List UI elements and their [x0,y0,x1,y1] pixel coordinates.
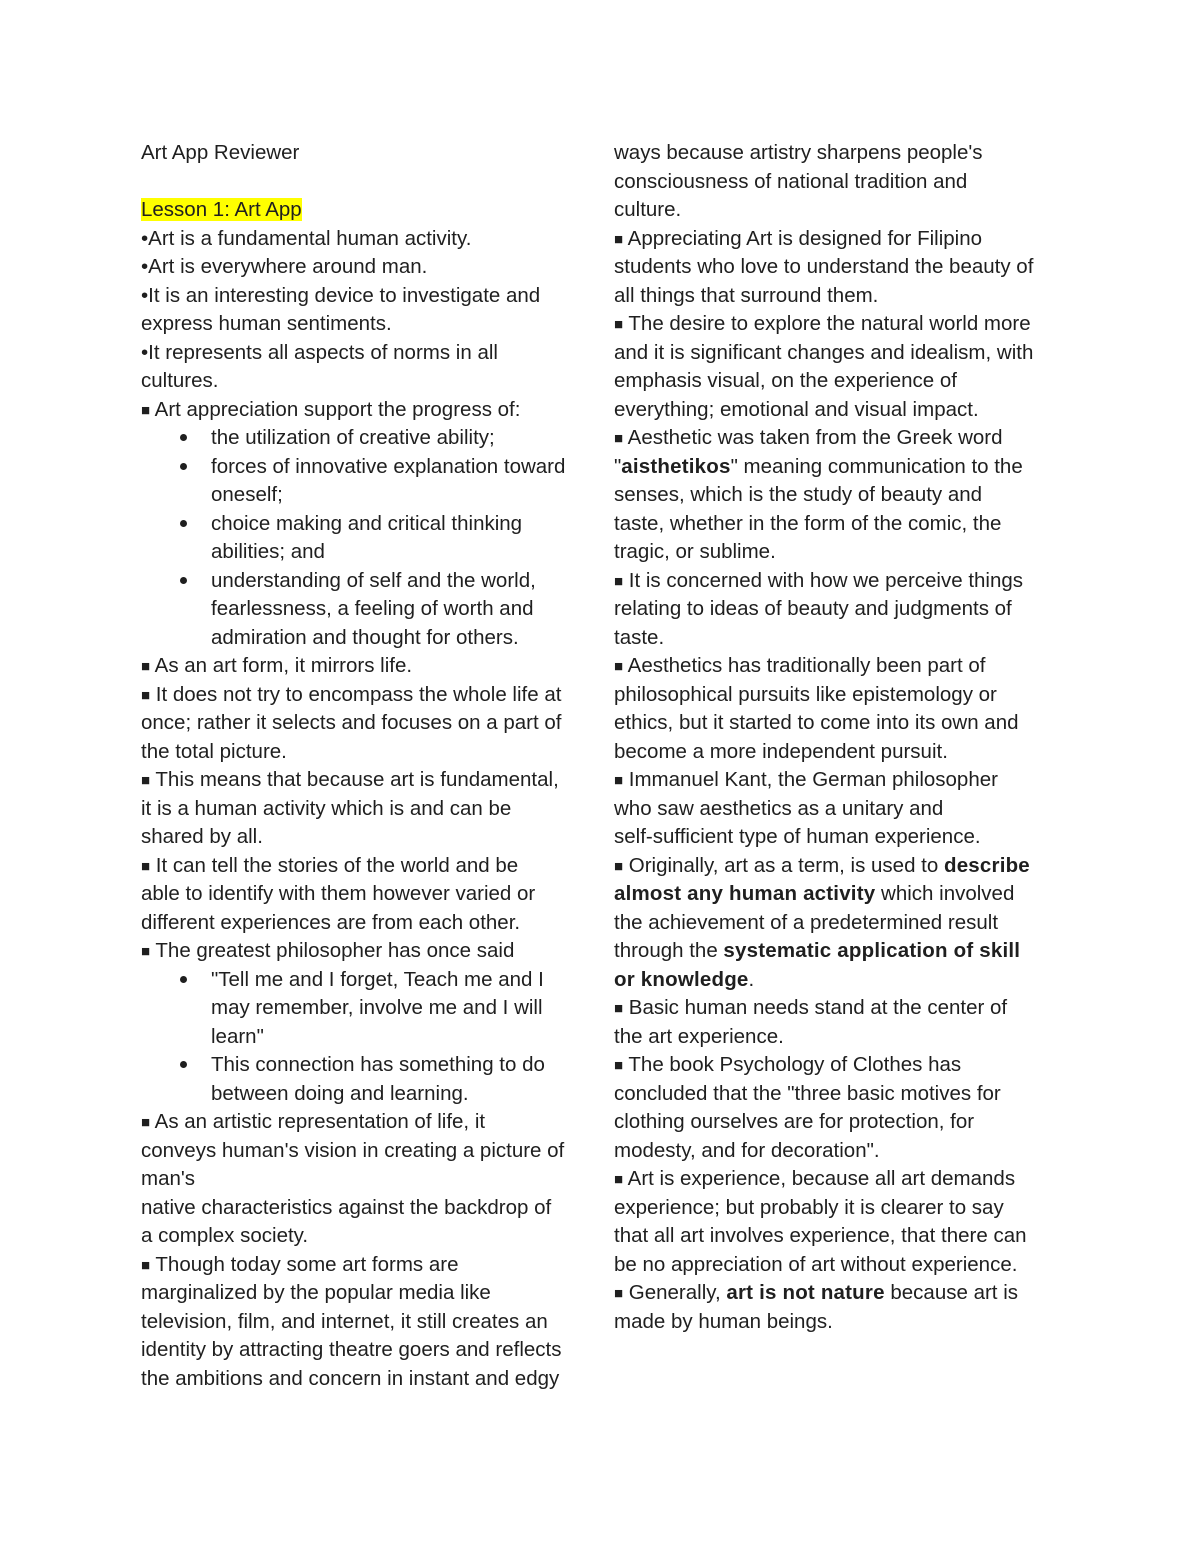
list-item-line: admiration and thought for others. [211,625,519,649]
paragraph-line: the achievement of a predetermined result [614,910,999,934]
bullet-dot-icon [180,520,187,527]
quote-mark: " [614,454,622,478]
bold-term: systematic application of skill [723,939,1021,962]
paragraph-text: . [748,967,755,991]
square-bullet-icon: ■ [141,772,151,789]
progress-intro-text: Art appreciation support the progress of: [154,397,521,421]
paragraph-line: that all art involves experience, that there can [614,1224,1027,1247]
paragraph-line: once; rather it selects and focuses on a part of [141,711,562,734]
paragraph-line: be no appreciation of art without experience. [614,1252,1018,1276]
paragraph-line [614,880,1066,909]
paragraph-line: conveys human's vision in creating a picture of [141,1138,565,1162]
document-title: Art App Reviewer [141,141,300,164]
paragraph-line: made by human beings. [614,1309,833,1333]
paragraph-line [141,852,593,881]
list-item [141,1051,593,1108]
square-bullet-icon: ■ [614,772,624,789]
square-bullet-icon: ■ [141,658,151,675]
paragraph-line [614,453,1066,482]
bullet-dot-icon [180,434,187,441]
paragraph-line: ways because artistry sharpens people's [614,141,983,164]
paragraph-text: " meaning communication to the [730,454,1023,478]
paragraph-line: relating to ideas of beauty and judgments of [614,597,1012,620]
intro-line: cultures. [141,369,219,392]
paragraph-line [614,310,1066,339]
square-bullet-icon: ■ [614,1000,624,1017]
list-item [141,567,593,653]
paragraph-line [141,766,593,795]
lesson-heading [141,196,593,225]
paragraph-line: everything; emotional and visual impact. [614,397,979,421]
list-item [141,966,593,1052]
paragraph-line: the ambitions and concern in instant and edgy [141,1366,560,1390]
intro-line: express human sentiments. [141,312,392,335]
square-bullet-icon: ■ [614,230,624,248]
intro-line: •Art is a fundamental human activity. [141,226,472,250]
paragraph-text: Art is experience, because all art demands [627,1167,1016,1190]
right-column [614,139,1066,1336]
paragraph-line: who saw aesthetics as a unitary and [614,796,944,820]
paragraph-line [614,567,1066,596]
square-bullet-icon: ■ [141,857,151,875]
paragraph-text: The greatest philosopher has once said [155,939,515,962]
paragraph-line [614,994,1066,1023]
paragraph-line: and it is significant changes and idealism, with [614,340,1034,364]
list-item [141,453,593,510]
left-column [141,139,593,1393]
paragraph-line [614,966,1066,995]
list-item-line: between doing and learning. [211,1081,469,1105]
paragraph-line: shared by all. [141,825,263,848]
intro-line: •Art is everywhere around man. [141,255,428,278]
paragraph-text: The book Psychology of Clothes has [628,1053,962,1076]
paragraph-line: philosophical pursuits like epistemology or [614,682,997,706]
bullet-dot-icon [180,976,187,983]
paragraph-line: ethics, but it started to come into its own and [614,711,1019,734]
list-item-line: choice making and critical thinking [211,511,523,535]
square-bullet-icon: ■ [141,943,151,960]
paragraph-line: self-sufficient type of human experience. [614,825,981,848]
paragraph-line: experience; but probably it is clearer to say [614,1195,1004,1219]
bold-term: aisthetikos [621,454,731,478]
paragraph-text: Aesthetics has traditionally been part of [627,654,986,677]
paragraph-text: through the [614,939,724,962]
paragraph-line: different experiences are from each other. [141,910,521,934]
paragraph-line: the art experience. [614,1024,784,1048]
paragraph-text: It is concerned with how we perceive things [628,568,1024,592]
paragraph-text: Aesthetic was taken from the Greek word [627,426,1003,449]
square-bullet-icon: ■ [614,1285,624,1302]
paragraph-line [141,1108,593,1137]
list-item-line: understanding of self and the world, [211,568,536,592]
paragraph-text: Though today some art forms are [155,1252,459,1276]
paragraph-line [614,225,1066,254]
paragraph-line [614,937,1066,966]
paragraph-line [614,1165,1066,1194]
list-item-line: fearlessness, a feeling of worth and [211,597,534,620]
paragraph-line [141,396,593,425]
paragraph-line: clothing ourselves are for protection, for [614,1110,975,1133]
paragraph-line: native characteristics against the backdrop of [141,1195,552,1219]
paragraph-line: it is a human activity which is and can be [141,796,512,820]
square-bullet-icon: ■ [141,686,151,704]
square-bullet-icon: ■ [614,1057,624,1074]
list-item-line: "Tell me and I forget, Teach me and I [211,967,544,991]
paragraph-line: marginalized by the popular media like [141,1281,491,1304]
paragraph-line: able to identify with them however varied or [141,882,536,905]
paragraph-text: As an art form, it mirrors life. [154,654,413,677]
list-item-line: forces of innovative explanation toward [211,454,566,478]
paragraph-line: taste. [614,625,665,649]
square-bullet-icon: ■ [141,1256,151,1274]
paragraph-line [614,652,1066,681]
paragraph-text: As an artistic representation of life, it [154,1110,486,1133]
paragraph-line [614,852,1066,881]
paragraph-text: It does not try to encompass the whole life at [155,682,562,706]
list-item-line: This connection has something to do [211,1053,545,1076]
list-item-line: may remember, involve me and I will [211,996,543,1019]
paragraph-line: concluded that the "three basic motives for [614,1081,1001,1105]
paragraph-line [614,1051,1066,1080]
paragraph-line [141,937,593,966]
square-bullet-icon: ■ [614,857,624,875]
bold-term: almost any human activity [614,882,876,905]
bullet-dot-icon [180,463,187,470]
intro-line: •It represents all aspects of norms in all [141,340,498,364]
paragraph-line: consciousness of national tradition and [614,169,968,193]
paragraph-line: man's [141,1167,196,1190]
bullet-dot-icon [180,577,187,584]
paragraph-line [141,1251,593,1280]
square-bullet-icon: ■ [614,316,624,333]
paragraph-line: television, film, and internet, it still creates an [141,1309,548,1333]
list-item-line: abilities; and [211,540,325,563]
bold-term: art is not nature [726,1281,885,1304]
square-bullet-icon: ■ [141,401,151,419]
paragraph-line: senses, which is the study of beauty and [614,483,983,506]
list-item-line: oneself; [211,483,283,506]
paragraph-line: identity by attracting theatre goers and reflects [141,1338,562,1361]
square-bullet-icon: ■ [614,1171,624,1188]
bold-term: or knowledge [614,967,749,991]
paragraph-text: This means that because art is fundamental, [155,768,559,791]
paragraph-line: modesty, and for decoration". [614,1138,880,1162]
list-item-line: learn" [211,1024,264,1048]
paragraph-text: It can tell the stories of the world and be [155,853,519,877]
square-bullet-icon: ■ [614,572,624,590]
lesson-heading-highlight: Lesson 1: Art App [141,198,302,221]
paragraph-text: Originally, art as a term, is used to [628,853,944,877]
paragraph-line: a complex society. [141,1224,309,1247]
paragraph-text: Basic human needs stand at the center of [628,996,1008,1019]
bold-term: describe [943,853,1030,877]
intro-line: •It is an interesting device to investigate and [141,283,541,307]
paragraph-line: taste, whether in the form of the comic, the [614,511,1002,535]
paragraph-line: tragic, or sublime. [614,540,776,563]
list-item [141,510,593,567]
paragraph-line: the total picture. [141,739,287,763]
paragraph-line: all things that surround them. [614,283,879,307]
paragraph-text: The desire to explore the natural world more [628,312,1031,335]
bullet-dot-icon [180,1061,187,1068]
paragraph-line [614,766,1066,795]
paragraph-text: which involved [875,882,1015,905]
paragraph-line: become a more independent pursuit. [614,739,948,763]
paragraph-text: because art is [884,1281,1019,1304]
list-item-line: the utilization of creative ability; [211,426,495,449]
square-bullet-icon: ■ [141,1114,151,1131]
square-bullet-icon: ■ [614,658,624,675]
blank-line [141,168,593,197]
paragraph-text: Generally, [628,1281,727,1304]
paragraph-line [614,424,1066,453]
paragraph-line: culture. [614,198,682,221]
paragraph-line [614,1279,1066,1308]
paragraph-line [141,681,593,710]
paragraph-text: Appreciating Art is designed for Filipino [627,226,983,250]
paragraph-line: students who love to understand the beauty of [614,255,1034,278]
list-item [141,424,593,453]
paragraph-line [141,652,593,681]
paragraph-text: Immanuel Kant, the German philosopher [628,768,998,791]
paragraph-line: emphasis visual, on the experience of [614,369,958,392]
square-bullet-icon: ■ [614,430,624,447]
